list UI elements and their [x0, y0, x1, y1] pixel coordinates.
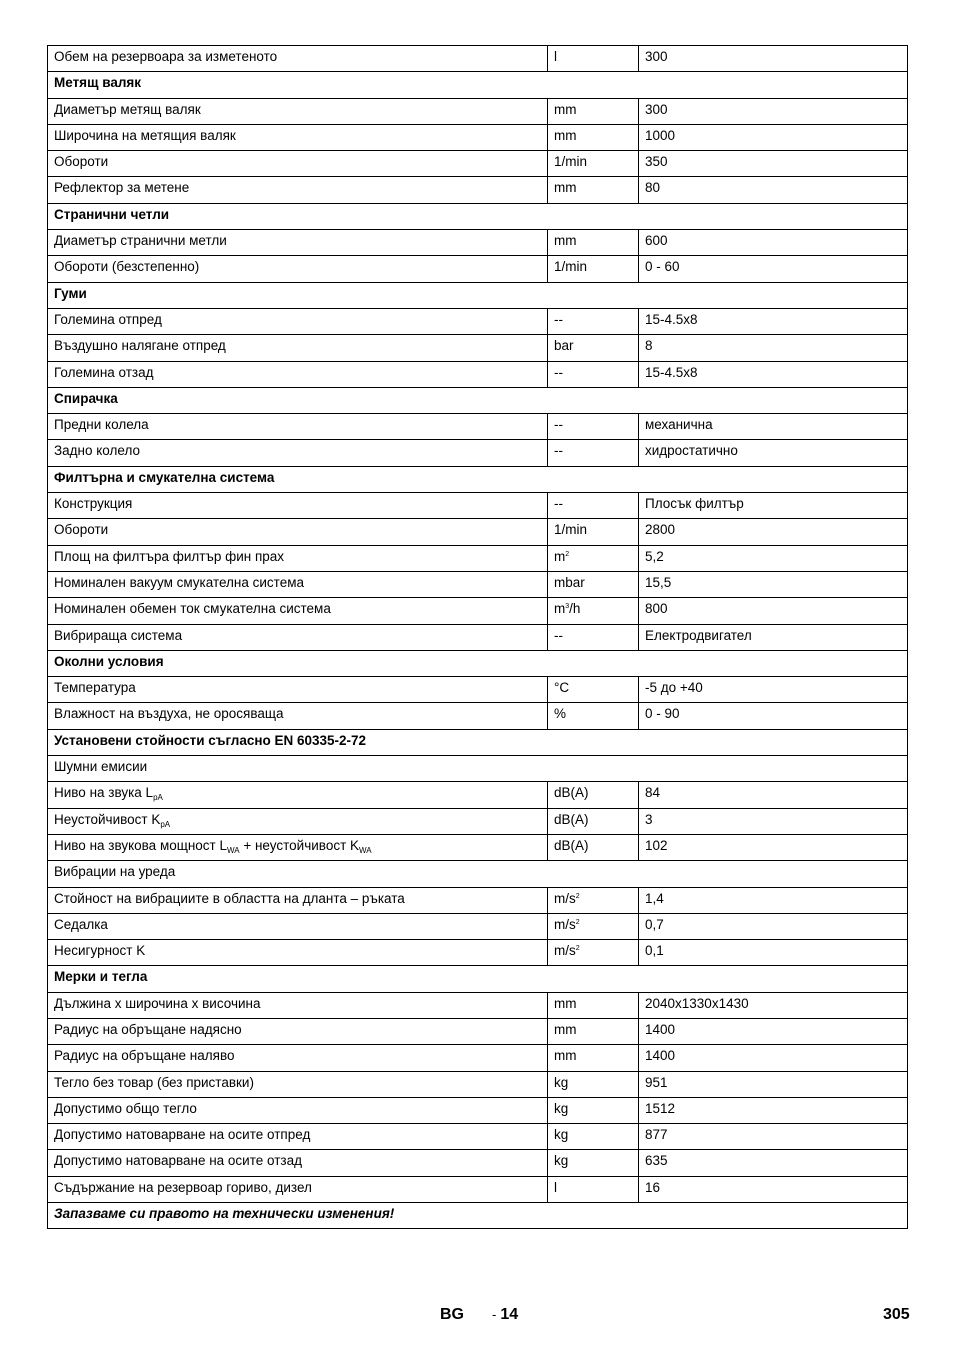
spec-row — [48, 1150, 908, 1176]
spec-value — [639, 703, 908, 729]
section-heading — [48, 282, 908, 308]
spec-unit — [548, 571, 639, 597]
unit-text-after: /h — [569, 601, 581, 617]
spec-unit — [548, 1176, 639, 1202]
row-label-text: Спирачка — [54, 390, 118, 406]
section-heading — [48, 966, 908, 992]
section-row — [48, 966, 908, 992]
spec-value — [639, 571, 908, 597]
spec-unit — [548, 230, 639, 256]
unit-text: bar — [554, 338, 574, 354]
label-text: Въздушно налягане отпред — [54, 338, 226, 354]
unit-text: 1/min — [554, 522, 588, 538]
spec-label — [48, 230, 548, 256]
label-text: Вибрираща система — [54, 627, 183, 643]
spec-unit — [548, 440, 639, 466]
spec-label — [48, 519, 548, 545]
spec-value — [639, 46, 908, 72]
spec-unit — [548, 782, 639, 808]
spec-row — [48, 1071, 908, 1097]
row-label-text: Метящ валяк — [54, 75, 142, 91]
value-text: 1400 — [645, 1021, 676, 1037]
spec-value — [639, 1071, 908, 1097]
spec-label — [48, 493, 548, 519]
row-label-text: Шумни емисии — [54, 759, 148, 775]
spec-value — [639, 1018, 908, 1044]
spec-row — [48, 1045, 908, 1071]
footer-page-number — [492, 1306, 518, 1324]
spec-unit — [548, 677, 639, 703]
spec-unit — [548, 308, 639, 334]
spec-unit — [548, 1018, 639, 1044]
unit-superscript: 2 — [575, 918, 580, 926]
value-text: 1512 — [645, 1100, 676, 1116]
label-text: Номинален вакуум смукателна система — [54, 574, 305, 590]
spec-value — [639, 177, 908, 203]
spec-unit — [548, 151, 639, 177]
spec-unit — [548, 493, 639, 519]
spec-row — [48, 571, 908, 597]
label-text: Номинален обемен ток смукателна система — [54, 601, 331, 617]
label-text: Задно колело — [54, 443, 140, 459]
label-text: Конструкция — [54, 496, 133, 512]
unit-text: -- — [554, 627, 563, 643]
row-label-text: Вибрации на уреда — [54, 864, 176, 880]
spec-value — [639, 519, 908, 545]
spec-label — [48, 1018, 548, 1044]
spec-row — [48, 46, 908, 72]
value-text: 350 — [645, 154, 668, 170]
value-text: механична — [645, 417, 713, 433]
spec-label — [48, 834, 548, 860]
spec-label — [48, 1071, 548, 1097]
spec-row — [48, 834, 908, 860]
spec-row — [48, 98, 908, 124]
spec-unit — [548, 361, 639, 387]
spec-value — [639, 1097, 908, 1123]
value-text: 8 — [645, 338, 653, 354]
spec-value — [639, 1045, 908, 1071]
spec-label — [48, 624, 548, 650]
label-text: Ниво на звука L — [54, 785, 154, 801]
label-text: Обем на резервоара за изметеното — [54, 49, 278, 64]
spec-label — [48, 677, 548, 703]
unit-text: m/s — [554, 943, 576, 959]
technical-data-body — [48, 46, 908, 1229]
spec-unit — [548, 624, 639, 650]
spec-value — [639, 361, 908, 387]
spec-row — [48, 493, 908, 519]
label-subscript: pA — [153, 793, 163, 803]
spec-value — [639, 308, 908, 334]
section-row — [48, 466, 908, 492]
unit-text: -- — [554, 443, 563, 459]
label-text: Предни колела — [54, 417, 149, 433]
section-row — [48, 729, 908, 755]
spec-label — [48, 782, 548, 808]
unit-superscript: 2 — [575, 945, 580, 953]
spec-value — [639, 992, 908, 1018]
spec-unit — [548, 913, 639, 939]
spec-unit — [548, 703, 639, 729]
spec-value — [639, 1124, 908, 1150]
spec-row — [48, 361, 908, 387]
spec-label — [48, 571, 548, 597]
label-text: Големина отпред — [54, 311, 162, 327]
spec-label — [48, 992, 548, 1018]
spec-value — [639, 124, 908, 150]
spec-unit — [548, 1045, 639, 1071]
label-text: Съдържание на резервоар гориво, дизел — [54, 1179, 312, 1195]
unit-text: l — [554, 49, 557, 64]
row-label-text: Запазваме си правото на технически изменения! — [54, 1206, 395, 1222]
value-text: 0,7 — [645, 916, 664, 932]
unit-text: mm — [554, 1021, 577, 1037]
label-text: Тегло без товар (без приставки) — [54, 1074, 254, 1090]
spec-label — [48, 1045, 548, 1071]
spec-row — [48, 124, 908, 150]
row-label-text: Околни условия — [54, 653, 164, 669]
spec-label — [48, 1176, 548, 1202]
label-text: Широчина на метящия валяк — [54, 127, 236, 143]
label-subscript: WA — [359, 845, 372, 855]
spec-value — [639, 913, 908, 939]
spec-label — [48, 1097, 548, 1123]
spec-row — [48, 545, 908, 571]
spec-value — [639, 493, 908, 519]
spec-unit — [548, 519, 639, 545]
unit-text: 1/min — [554, 259, 588, 275]
label-text: Неустойчивост K — [54, 811, 161, 827]
spec-value — [639, 256, 908, 282]
spec-unit — [548, 940, 639, 966]
unit-text: -- — [554, 364, 563, 380]
value-text: 300 — [645, 101, 668, 117]
value-text: 15-4.5x8 — [645, 311, 698, 327]
label-text: Дължина x широчина x височина — [54, 995, 261, 1011]
spec-row — [48, 940, 908, 966]
unit-text: -- — [554, 496, 563, 512]
spec-unit — [548, 545, 639, 571]
value-text: 102 — [645, 837, 668, 853]
value-text: 3 — [645, 811, 653, 827]
spec-row — [48, 1097, 908, 1123]
label-text: Радиус на обръщане надясно — [54, 1021, 242, 1037]
value-text: 0 - 90 — [645, 706, 680, 722]
spec-label — [48, 598, 548, 624]
spec-value — [639, 887, 908, 913]
note-row — [48, 1203, 908, 1229]
footer-language: BG — [440, 1306, 464, 1323]
value-text: 16 — [645, 1179, 661, 1195]
unit-text: mm — [554, 1048, 577, 1064]
unit-text: mm — [554, 995, 577, 1011]
unit-text: m/s — [554, 916, 576, 932]
spec-label — [48, 1150, 548, 1176]
spec-label — [48, 124, 548, 150]
unit-text: kg — [554, 1127, 569, 1143]
label-text: Площ на филтъра филтър фин прах — [54, 548, 285, 564]
spec-value — [639, 1176, 908, 1202]
spec-row — [48, 440, 908, 466]
spec-unit — [548, 335, 639, 361]
spec-row — [48, 308, 908, 334]
spec-value — [639, 808, 908, 834]
value-text: хидростатично — [645, 443, 738, 459]
label-text: Допустимо общо тегло — [54, 1100, 197, 1116]
unit-text: mm — [554, 127, 577, 143]
label-text: Допустимо натоварване на осите отзад — [54, 1153, 302, 1169]
spec-row — [48, 230, 908, 256]
spec-label — [48, 98, 548, 124]
unit-text: °C — [554, 680, 570, 696]
row-label-text: Установени стойности съгласно EN 60335-2-72 — [54, 732, 367, 748]
spec-value — [639, 98, 908, 124]
unit-text: dB(A) — [554, 811, 589, 827]
label-text: Влажност на въздуха, не оросяваща — [54, 706, 284, 722]
unit-text: l — [554, 1179, 557, 1195]
label-text-after: + неустойчивост K — [239, 837, 360, 853]
spec-unit — [548, 598, 639, 624]
spec-row — [48, 177, 908, 203]
value-text: 84 — [645, 785, 661, 801]
section-row — [48, 72, 908, 98]
subheader-row — [48, 756, 908, 782]
label-text: Допустимо натоварване на осите отпред — [54, 1127, 311, 1143]
spec-unit — [548, 1150, 639, 1176]
spec-value — [639, 414, 908, 440]
label-text: Обороти (безстепенно) — [54, 259, 200, 275]
spec-label — [48, 703, 548, 729]
spec-label — [48, 913, 548, 939]
unit-superscript: 2 — [565, 550, 570, 558]
spec-label — [48, 545, 548, 571]
row-label-text: Странични четли — [54, 206, 170, 222]
value-text: 15-4.5x8 — [645, 364, 698, 380]
value-text: 635 — [645, 1153, 668, 1169]
spec-label — [48, 440, 548, 466]
spec-value — [639, 151, 908, 177]
spec-row — [48, 1124, 908, 1150]
spec-unit — [548, 1097, 639, 1123]
spec-row — [48, 703, 908, 729]
section-row — [48, 203, 908, 229]
spec-label — [48, 808, 548, 834]
spec-row — [48, 519, 908, 545]
section-row — [48, 282, 908, 308]
unit-text: kg — [554, 1100, 569, 1116]
spec-label — [48, 308, 548, 334]
value-text: Електродвигател — [645, 627, 752, 643]
spec-value — [639, 834, 908, 860]
row-label-text: Мерки и тегла — [54, 969, 148, 985]
spec-row — [48, 624, 908, 650]
label-text: Рефлектор за метене — [54, 180, 190, 196]
section-heading — [48, 466, 908, 492]
spec-label — [48, 361, 548, 387]
unit-text: mm — [554, 180, 577, 196]
value-text: 300 — [645, 49, 668, 64]
label-text: Несигурност K — [54, 943, 146, 959]
value-text: -5 до +40 — [645, 680, 703, 696]
unit-text: m — [554, 601, 566, 617]
unit-text: dB(A) — [554, 837, 589, 853]
unit-text: kg — [554, 1074, 569, 1090]
spec-label — [48, 177, 548, 203]
value-text: 0,1 — [645, 943, 664, 959]
spec-unit — [548, 992, 639, 1018]
unit-text: mm — [554, 233, 577, 249]
label-text: Диаметър метящ валяк — [54, 101, 201, 117]
spec-row — [48, 992, 908, 1018]
spec-unit — [548, 1124, 639, 1150]
unit-text: m — [554, 548, 566, 564]
value-text: 1,4 — [645, 890, 664, 906]
label-text: Температура — [54, 680, 136, 696]
label-subscript: pA — [160, 819, 171, 829]
spec-label — [48, 1124, 548, 1150]
subsection-label — [48, 861, 908, 887]
spec-unit — [548, 834, 639, 860]
technical-data-table — [47, 45, 908, 1229]
value-text: 877 — [645, 1127, 668, 1143]
spec-row — [48, 677, 908, 703]
spec-value — [639, 1150, 908, 1176]
spec-row — [48, 1018, 908, 1044]
spec-row — [48, 808, 908, 834]
value-text: 80 — [645, 180, 661, 196]
label-subscript: WA — [227, 845, 240, 855]
spec-value — [639, 782, 908, 808]
footer-total-page: 305 — [883, 1306, 910, 1323]
label-text: Обороти — [54, 522, 109, 538]
value-text: Плосък филтър — [645, 496, 744, 512]
spec-unit — [548, 414, 639, 440]
unit-superscript: 3 — [565, 603, 570, 611]
unit-text: dB(A) — [554, 785, 589, 801]
unit-text: 1/min — [554, 154, 588, 170]
section-heading — [48, 72, 908, 98]
spec-value — [639, 230, 908, 256]
value-text: 1400 — [645, 1048, 676, 1064]
value-text: 800 — [645, 601, 668, 617]
spec-value — [639, 335, 908, 361]
label-text: Ниво на звукова мощност L — [54, 837, 227, 853]
footnote — [48, 1203, 908, 1229]
spec-label — [48, 940, 548, 966]
section-heading — [48, 650, 908, 676]
spec-row — [48, 335, 908, 361]
value-text: 15,5 — [645, 574, 672, 590]
label-text: Радиус на обръщане наляво — [54, 1048, 235, 1064]
spec-label — [48, 46, 548, 72]
value-text: 600 — [645, 233, 668, 249]
spec-label — [48, 256, 548, 282]
spec-row — [48, 598, 908, 624]
spec-unit — [548, 124, 639, 150]
subsection-label — [48, 756, 908, 782]
unit-text: kg — [554, 1153, 569, 1169]
spec-row — [48, 913, 908, 939]
spec-value — [639, 677, 908, 703]
label-text: Седалка — [54, 916, 108, 932]
label-text: Диаметър странични метли — [54, 233, 227, 249]
spec-row — [48, 256, 908, 282]
spec-value — [639, 598, 908, 624]
spec-unit — [548, 887, 639, 913]
section-row — [48, 387, 908, 413]
unit-text: % — [554, 706, 567, 722]
value-text: 1000 — [645, 127, 676, 143]
value-text: 2040x1330x1430 — [645, 995, 749, 1011]
label-text: Големина отзад — [54, 364, 154, 380]
section-row — [48, 650, 908, 676]
label-text: Стойност на вибрациите в областта на дланта – ръката — [54, 890, 405, 906]
spec-unit — [548, 46, 639, 72]
spec-value — [639, 545, 908, 571]
row-label-text: Гуми — [54, 285, 87, 301]
spec-label — [48, 335, 548, 361]
unit-text: mbar — [554, 574, 585, 590]
spec-row — [48, 1176, 908, 1202]
spec-value — [639, 940, 908, 966]
unit-text: mm — [554, 101, 577, 117]
unit-text: m/s — [554, 890, 576, 906]
row-label-text: Филтърна и смукателна система — [54, 469, 275, 485]
spec-label — [48, 414, 548, 440]
spec-value — [639, 440, 908, 466]
unit-superscript: 2 — [575, 892, 580, 900]
spec-row — [48, 782, 908, 808]
spec-label — [48, 887, 548, 913]
spec-value — [639, 624, 908, 650]
spec-unit — [548, 256, 639, 282]
spec-row — [48, 887, 908, 913]
footer-page-dash: - — [492, 1307, 497, 1322]
unit-text: -- — [554, 311, 563, 327]
spec-unit — [548, 98, 639, 124]
footer-page-value: 14 — [500, 1306, 519, 1323]
value-text: 0 - 60 — [645, 259, 680, 275]
section-heading — [48, 203, 908, 229]
spec-label — [48, 151, 548, 177]
value-text: 5,2 — [645, 548, 664, 564]
spec-unit — [548, 808, 639, 834]
value-text: 2800 — [645, 522, 676, 538]
spec-row — [48, 414, 908, 440]
label-text: Обороти — [54, 154, 109, 170]
value-text: 951 — [645, 1074, 668, 1090]
spec-unit — [548, 1071, 639, 1097]
unit-text: -- — [554, 417, 563, 433]
section-heading — [48, 729, 908, 755]
spec-row — [48, 151, 908, 177]
subheader-row — [48, 861, 908, 887]
section-heading — [48, 387, 908, 413]
spec-unit — [548, 177, 639, 203]
